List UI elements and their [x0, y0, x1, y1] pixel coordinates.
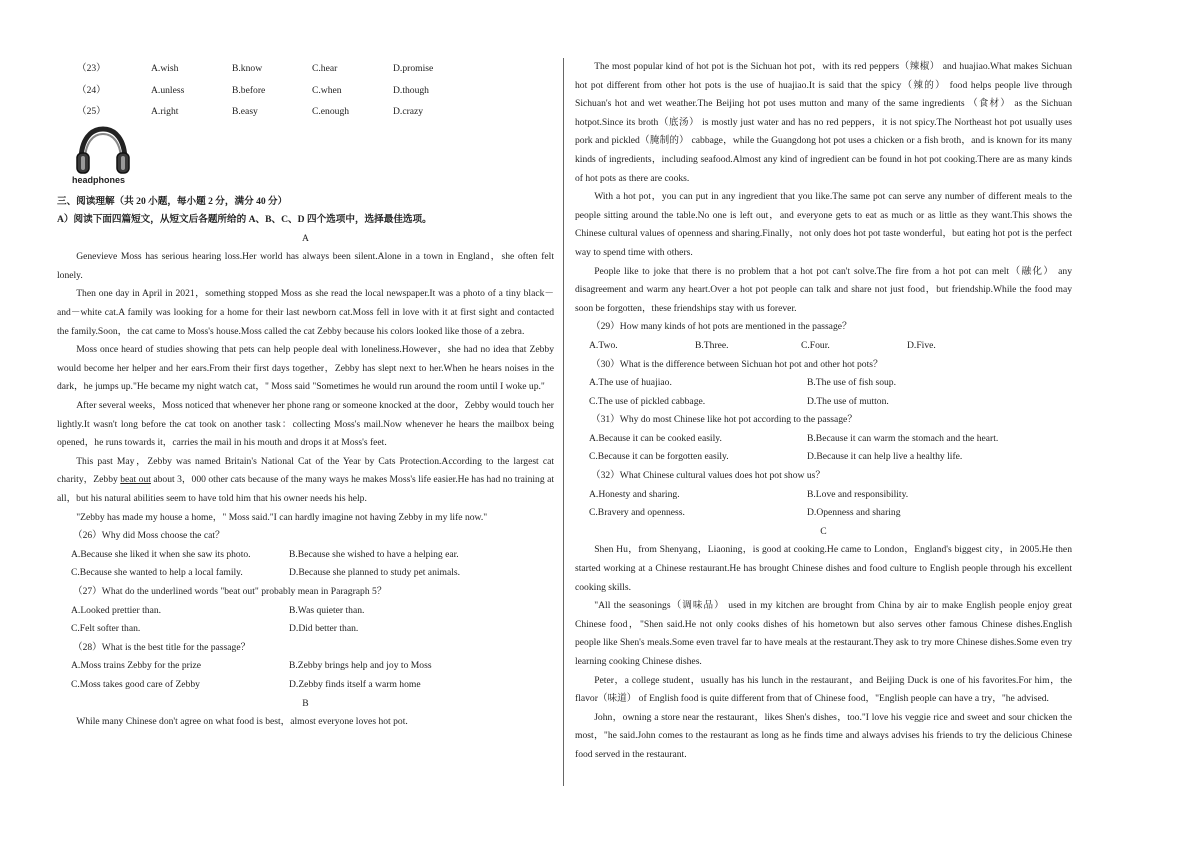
option-row [575, 430, 1072, 449]
paragraph: "Zebby has made my house a home，" Moss said."I can hardly imagine not having Zebby in my life now." [76, 511, 488, 523]
underlined-words: beat out [120, 474, 151, 486]
question-number: （23） [77, 63, 106, 74]
option-b: B.Because it can warm the stomach and the heart. [807, 432, 999, 444]
option-b: B.Zebby brings help and joy to Moss [289, 660, 432, 672]
option-c: C.Felt softer than. [71, 623, 141, 635]
question-number: （24） [77, 84, 106, 96]
right-column [575, 58, 1072, 765]
option-d: D.Because she planned to study pet animals. [289, 567, 461, 579]
paragraph: After several weeks，Moss noticed that whenever her phone rang or someone knocked at the door，Zebby would touch her lightly.It wasn't long before the cat took on another task：collecting Moss's mail.Now whenever he hears the mailbox being opened，he runs towards it，carries the mail in his mouth and drops it at Moss's feet. [57, 400, 554, 449]
option-c: C.Four. [801, 339, 830, 351]
headphones-logo [57, 125, 137, 189]
paragraph: The most popular kind of hot pot is the Sichuan hot pot，with its red peppers（辣椒） and huajiao.What makes Sichuan hot pot different from other hot pots is the use of huajiao.It is said that the spicy（辣的） food helps people live through Sichuan's hot and wet weather.The Beijing hot pot uses mutton and many of the same ingredients （食材） as the Sichuan hotpot.Since its broth（底汤） is mostly just water and has no red peppers，it is not spicy.The Northeast hot pot usually uses pork and pickled（腌制的） cabbage，while the Guangdong hot pot uses a chicken or a fish broth，and is known for its many kinds of ingredients，including seafood.Almost any kind of ingredient can be found in hot pot cooking.There are as many kinds of hot pots as there are cooks. [575, 61, 1072, 184]
option-d: D.though [393, 84, 429, 96]
paragraph [57, 453, 554, 509]
question-stem: （30）What is the difference between Sichuan hot pot and other hot pots？ [591, 358, 883, 370]
paragraph: Then one day in April in 2021，something stopped Moss as she read the local newspaper.It was a photo of a tiny black－and－white cat.A family was looking for a home for their last newborn cat.Moss fell in love with it at first sight and contacted the family.Soon，the cat came to Moss's house.Moss called the cat Zebby because his colors looked like those of a zebra. [57, 288, 554, 337]
option-d: D.Zebby finds itself a warm home [289, 678, 421, 690]
option-a: A.right [151, 106, 179, 117]
question-stem: （29）How many kinds of hot pots are mentioned in the passage？ [591, 321, 852, 333]
option-d: D.Five. [907, 339, 936, 351]
option-c: C.The use of pickled cabbage. [589, 395, 706, 407]
question-stem: （28）What is the best title for the passage？ [73, 641, 251, 653]
logo-caption: headphones [72, 174, 126, 185]
option-c: C.enough [312, 106, 350, 117]
option-c: C.Bravery and openness. [589, 507, 685, 519]
passage-label: C [820, 525, 827, 537]
option-row [57, 657, 554, 676]
paragraph: Peter，a college student，usually has his lunch in the restaurant，and Beijing Duck is one of his favorites.For him，the flavor（味道） of English food is quite different from that of Chinese food，"English people can have a try，"he advised. [575, 674, 1072, 705]
paragraph: Moss once heard of studies showing that pets can help people deal with loneliness.However，she had no idea that Zebby would become her helper and her ears.From their first days together，Zebby has slept next to her.When he hears noises in the dark，he jumps up."He became my night watch cat，" Moss said "Sometimes he would run around the room until I woke up." [57, 344, 554, 393]
option-a: A.Because it can be cooked easily. [589, 432, 722, 444]
paragraph: John，owning a store near the restaurant，likes Shen's dishes，too."I love his veggie rice and sweet and sour chicken the most，"he said.John comes to the restaurant as long as he finds time and always advises his friends to try the delicious Chinese food served in the restaurant. [575, 711, 1072, 760]
option-a: A.Honesty and sharing. [589, 488, 680, 500]
option-c: C.Because she wanted to help a local family. [71, 567, 243, 579]
question-number: （25） [77, 106, 106, 117]
option-d: D.crazy [393, 106, 424, 117]
option-a: A.Looked prettier than. [71, 604, 162, 616]
option-c: C.Moss takes good care of Zebby [71, 678, 200, 690]
paragraph: With a hot pot，you can put in any ingredient that you like.The same pot can serve any number of different meals to the people sitting around the table.No one is left out，and everyone gets to eat as much or as little as they want.This shows the Chinese cultural values of openness and sharing.Finally，not only does hot pot taste wonderful，but eating hot pot is the perfect way to spend time with others. [575, 191, 1072, 258]
option-b: B.Three. [695, 339, 729, 351]
option-row [57, 546, 554, 565]
paragraph: People like to joke that there is no problem that a hot pot can't solve.The fire from a hot pot can melt（融化） any disagreement and warm any heart.Over a hot pot people can talk and share not just food，but friendship.While the food may soon be forgotten，these friendships stay with us forever. [575, 265, 1072, 314]
text-run: about 3，000 other cats because of the many ways he makes Moss's life easier.He has had no training at all，but his natural abilities seem to have told him that his owner needs his help. [57, 474, 554, 504]
question-stem: （26）Why did Moss choose the cat？ [73, 530, 225, 542]
cloze-row [57, 101, 554, 123]
option-b: B.easy [232, 106, 258, 117]
passage-label: A [302, 232, 309, 244]
section-title: 三、阅读理解（共 20 小题，每小题 2 分，满分 40 分） [57, 195, 288, 207]
headphones-icon [73, 125, 133, 177]
option-row [575, 374, 1072, 393]
question-stem: （27）What do the underlined words "beat out" probably mean in Paragraph 5？ [73, 585, 387, 597]
option-row [575, 504, 1072, 523]
option-a: A.Two. [589, 339, 618, 351]
question-stem: （32）What Chinese cultural values does hot pot show us？ [591, 470, 825, 482]
option-d: D.Because it can help live a healthy life. [807, 451, 963, 463]
option-b: B.Love and responsibility. [807, 488, 909, 500]
option-b: B.The use of fish soup. [807, 377, 896, 389]
option-row [575, 448, 1072, 467]
option-a: A.unless [151, 84, 185, 96]
option-row [575, 393, 1072, 412]
option-d: D.promise [393, 63, 434, 74]
option-b: B.Was quieter than. [289, 604, 365, 616]
option-a: A.Moss trains Zebby for the prize [71, 660, 202, 672]
option-d: D.Did better than. [289, 623, 359, 635]
paragraph: Shen Hu，from Shenyang，Liaoning，is good at cooking.He came to London，England's biggest city，in 2005.He then started working at a Chinese restaurant.He has brought Chinese dishes and food culture to English people through his excellent cooking skills. [575, 544, 1072, 593]
option-row [575, 337, 1072, 356]
option-c: C.Because it can be forgotten easily. [589, 451, 729, 463]
option-row [57, 602, 554, 621]
paragraph: While many Chinese don't agree on what food is best，almost everyone loves hot pot. [76, 716, 408, 728]
option-a: A.wish [151, 63, 179, 74]
column-divider [563, 58, 564, 786]
option-row [57, 564, 554, 583]
option-a: A.The use of huajiao. [589, 377, 672, 389]
option-c: C.hear [312, 63, 338, 74]
option-b: B.before [232, 84, 266, 96]
section-instruction: A）阅读下面四篇短文，从短文后各题所给的 A、B、C、D 四个选项中，选择最佳选项。 [57, 214, 432, 226]
cloze-row [57, 58, 554, 80]
option-row [57, 676, 554, 695]
question-stem: （31）Why do most Chinese like hot pot according to the passage？ [591, 414, 857, 426]
passage-label: B [302, 697, 309, 709]
left-column [57, 58, 554, 732]
option-row [57, 620, 554, 639]
paragraph: Genevieve Moss has serious hearing loss.Her world has always been silent.Alone in a town in England，she often felt lonely. [57, 251, 554, 281]
option-b: B.know [232, 63, 263, 74]
text-run: This past May，Zebby was named Britain's National Cat of the Year by Cats Protection.According to the largest cat charity，Zebby [57, 455, 554, 486]
cloze-row [57, 80, 554, 102]
option-row [575, 486, 1072, 505]
option-c: C.when [312, 84, 342, 96]
option-d: D.The use of mutton. [807, 395, 889, 407]
option-a: A.Because she liked it when she saw its photo. [71, 548, 251, 560]
option-b: B.Because she wished to have a helping ear. [289, 548, 459, 560]
option-d: D.Openness and sharing [807, 507, 901, 519]
paragraph: "All the seasonings（调味品） used in my kitchen are brought from China by air to make English people enjoy great Chinese food，"Shen said.He not only cooks dishes of his hometown but also serves other famous Chinese dishes.English people like Shen's meals.Some even travel far to have meals at the restaurant.They ask to try more Chinese dishes.Some even try learning cooking Chinese dishes. [575, 600, 1072, 667]
